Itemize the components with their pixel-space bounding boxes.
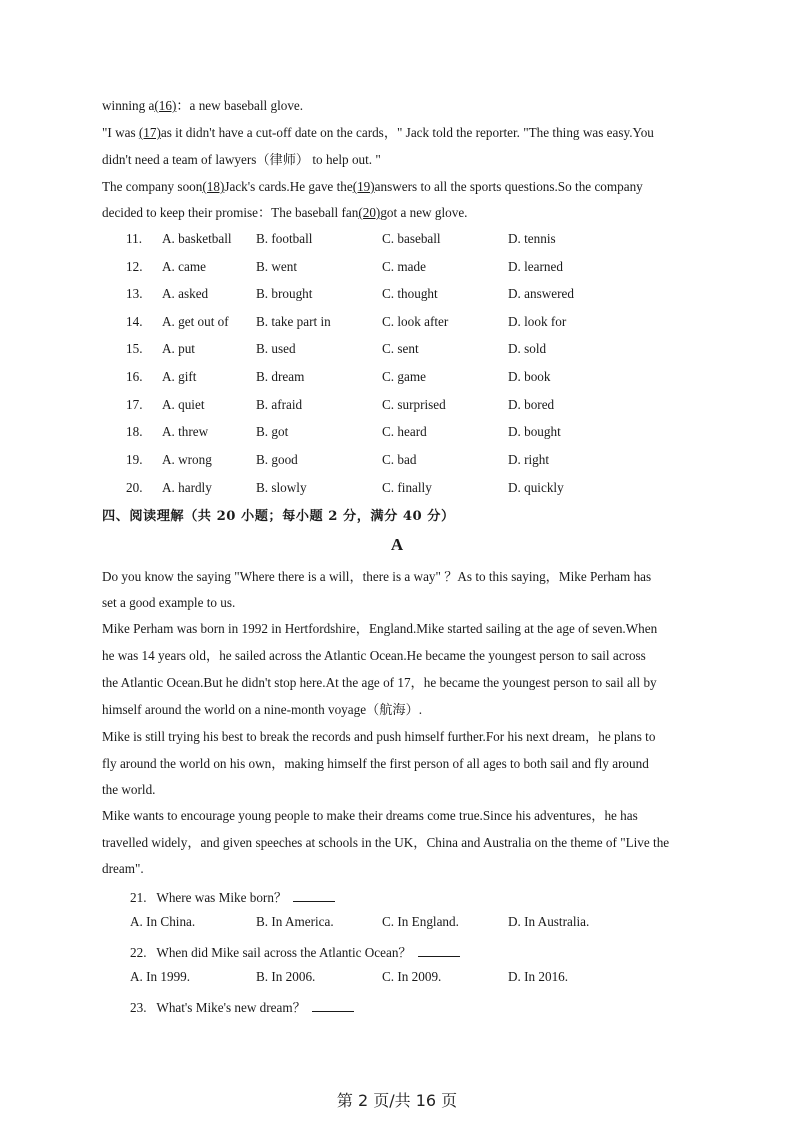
passage-line: fly around the world on his own，making himself the first person of all ages to both sail and fly around: [102, 756, 649, 771]
option-c: C. In 2009.: [382, 969, 442, 984]
option-a: A. came: [162, 259, 206, 274]
cloze-line-4: The company soon(18)Jack's cards.He gave the(19)answers to all the sports questions.So the company: [102, 179, 643, 194]
option-d: D. quickly: [508, 480, 564, 495]
option-a: A. wrong: [162, 452, 212, 467]
option-d: D. bored: [508, 397, 555, 412]
question-21: 21. Where was Mike born？: [130, 887, 335, 906]
option-d: D. right: [508, 452, 550, 467]
page-number: 第 2 页/共 16 页: [336, 1091, 458, 1110]
option-b: B. got: [256, 424, 289, 439]
option-b: B. football: [256, 231, 313, 246]
blank-19: (19): [352, 179, 375, 194]
option-a: A. quiet: [162, 397, 205, 412]
option-c: C. game: [382, 369, 426, 384]
option-b: B. slowly: [256, 480, 307, 495]
passage-line: set a good example to us.: [102, 595, 236, 610]
option-a: A. asked: [162, 286, 209, 301]
option-c: C. made: [382, 259, 426, 274]
answer-blank[interactable]: [418, 946, 460, 957]
option-c: C. thought: [382, 286, 438, 301]
option-b: B. In 2006.: [256, 969, 316, 984]
option-b: B. take part in: [256, 314, 331, 329]
blank-17: (17): [138, 125, 161, 140]
option-c: C. finally: [382, 480, 432, 495]
cloze-line-5: decided to keep their promise：The baseball fan(20)got a new glove.: [102, 205, 468, 220]
cloze-line-3: didn't need a team of lawyers（律师） to help out. ": [102, 152, 381, 167]
option-c: C. sent: [382, 341, 419, 356]
option-d: D. In 2016.: [508, 969, 569, 984]
option-c: C. In England.: [382, 914, 459, 929]
passage-line: Mike wants to encourage young people to make their dreams come true.Since his adventures，he has: [102, 808, 638, 823]
option-c: C. surprised: [382, 397, 446, 412]
option-c: C. bad: [382, 452, 417, 467]
option-a: A. In China.: [130, 914, 196, 929]
section-heading: 四、阅读理解（共 20 小题；每小题 2 分，满分 40 分）: [102, 509, 455, 524]
option-d: D. answered: [508, 286, 574, 301]
exam-page: winning a(16)：a new baseball glove. "I was (17)as it didn't have a cut-off date on the cards，" Jack told the reporter. "The thing was easy.You didn't need a team of lawyers（律师） to help out. " The company soon(18)Jack's cards.He gave the(19)answers to all the sports questions.So the company decided to keep their promise：The baseball fan(20)got a new glove. 11. A. basketball B. football C. baseball D. tennis 12. A. came B. went C. made D. learned 13. A. asked B. brought C. thought D. answered 14. A. get out of B. take part in C. look after D. look for 15. A. put B. used C. sent D. sold 16. A. gift B. dream C. game D. book 17. A. quiet B. afraid C. surprised D. bored 18. A. threw B. got C. heard D. bought 19. A. wrong B. good C. bad D. right 20. A. hardly B. slowly C. finally D. quickly 四、阅读理解（共 20 小题；每小题 2 分，满分 40 分） A Do you know the saying "Where there is a will，there is a way" ？As to this saying，Mike Perham has set a good example to us. Mike Perham was born in 1992 in Hertfordshire，England.Mike started sailing at the age of seven.When he was 14 years old，he sailed across the Atlantic Ocean.He became the youngest person to sail across the Atlantic Ocean.But he didn't stop here.At the age of 17，he became the youngest person to sail all by himself around the world on a nine-month voyage（航海）. Mike is still trying his best to break the records and push himself further.For his next dream，he plans to fly around the world on his own，making himself the first person of all ages to both sail and fly around the world. Mike wants to encourage young people to make their dreams come true.Since his adventures，he has travelled widely，and given speeches at schools in the UK，China and Australia on the theme of "Live the dream". 21. Where was Mike born？ A. In China. B. In America. C. In England. D. In Australia. 22. When did Mike sail across the Atlantic Ocean？ A. In 1999. B. In 2006. C. In 2009. D. In 2016. 23. What's Mike's new dream？ 第 2 页/共 16 页: [0, 0, 794, 1123]
option-a: A. get out of: [162, 314, 229, 329]
option-d: D. In Australia.: [508, 914, 590, 929]
passage-line: the Atlantic Ocean.But he didn't stop here.At the age of 17，he became the youngest person to sail all by: [102, 675, 657, 690]
option-a: A. hardly: [162, 480, 212, 495]
passage-title: A: [390, 535, 404, 554]
blank-20: (20): [358, 205, 381, 220]
passage-line: dream".: [102, 861, 144, 876]
cloze-line-2: "I was (17)as it didn't have a cut-off date on the cards，" Jack told the reporter. "The thing was easy.You: [102, 125, 654, 140]
passage-line: Mike is still trying his best to break the records and push himself further.For his next dream，he plans to: [102, 729, 656, 744]
passage-line: Mike Perham was born in 1992 in Hertfordshire，England.Mike started sailing at the age of seven.When: [102, 621, 658, 636]
passage-line: travelled widely，and given speeches at schools in the UK，China and Australia on the theme of "Live the: [102, 835, 670, 850]
option-d: D. tennis: [508, 231, 556, 246]
option-b: B. went: [256, 259, 298, 274]
option-d: D. sold: [508, 341, 547, 356]
passage-line: he was 14 years old，he sailed across the Atlantic Ocean.He became the youngest person to sail across: [102, 648, 646, 663]
option-b: B. afraid: [256, 397, 303, 412]
blank-16: (16): [154, 98, 177, 113]
passage-line: Do you know the saying "Where there is a will，there is a way" ？As to this saying，Mike Perham has: [102, 569, 652, 584]
question-23: 23. What's Mike's new dream？: [130, 997, 354, 1016]
option-c: C. look after: [382, 314, 449, 329]
option-d: D. learned: [508, 259, 563, 274]
blank-18: (18): [202, 179, 225, 194]
option-b: B. In America.: [256, 914, 334, 929]
option-d: D. book: [508, 369, 551, 384]
option-d: D. look for: [508, 314, 567, 329]
option-b: B. used: [256, 341, 296, 356]
option-c: C. baseball: [382, 231, 441, 246]
option-c: C. heard: [382, 424, 427, 439]
option-a: A. put: [162, 341, 195, 356]
cloze-line-1: winning a(16)：a new baseball glove.: [102, 98, 304, 113]
option-b: B. brought: [256, 286, 313, 301]
option-d: D. bought: [508, 424, 561, 439]
passage-line: the world.: [102, 782, 156, 797]
question-22: 22. When did Mike sail across the Atlantic Ocean？: [130, 942, 460, 961]
option-a: A. In 1999.: [130, 969, 191, 984]
option-a: A. threw: [162, 424, 209, 439]
option-b: B. good: [256, 452, 298, 467]
option-b: B. dream: [256, 369, 305, 384]
answer-blank[interactable]: [312, 1001, 354, 1012]
option-a: A. gift: [162, 369, 197, 384]
answer-blank[interactable]: [293, 891, 335, 902]
option-a: A. basketball: [162, 231, 232, 246]
passage-line: himself around the world on a nine-month voyage（航海）.: [102, 702, 423, 717]
